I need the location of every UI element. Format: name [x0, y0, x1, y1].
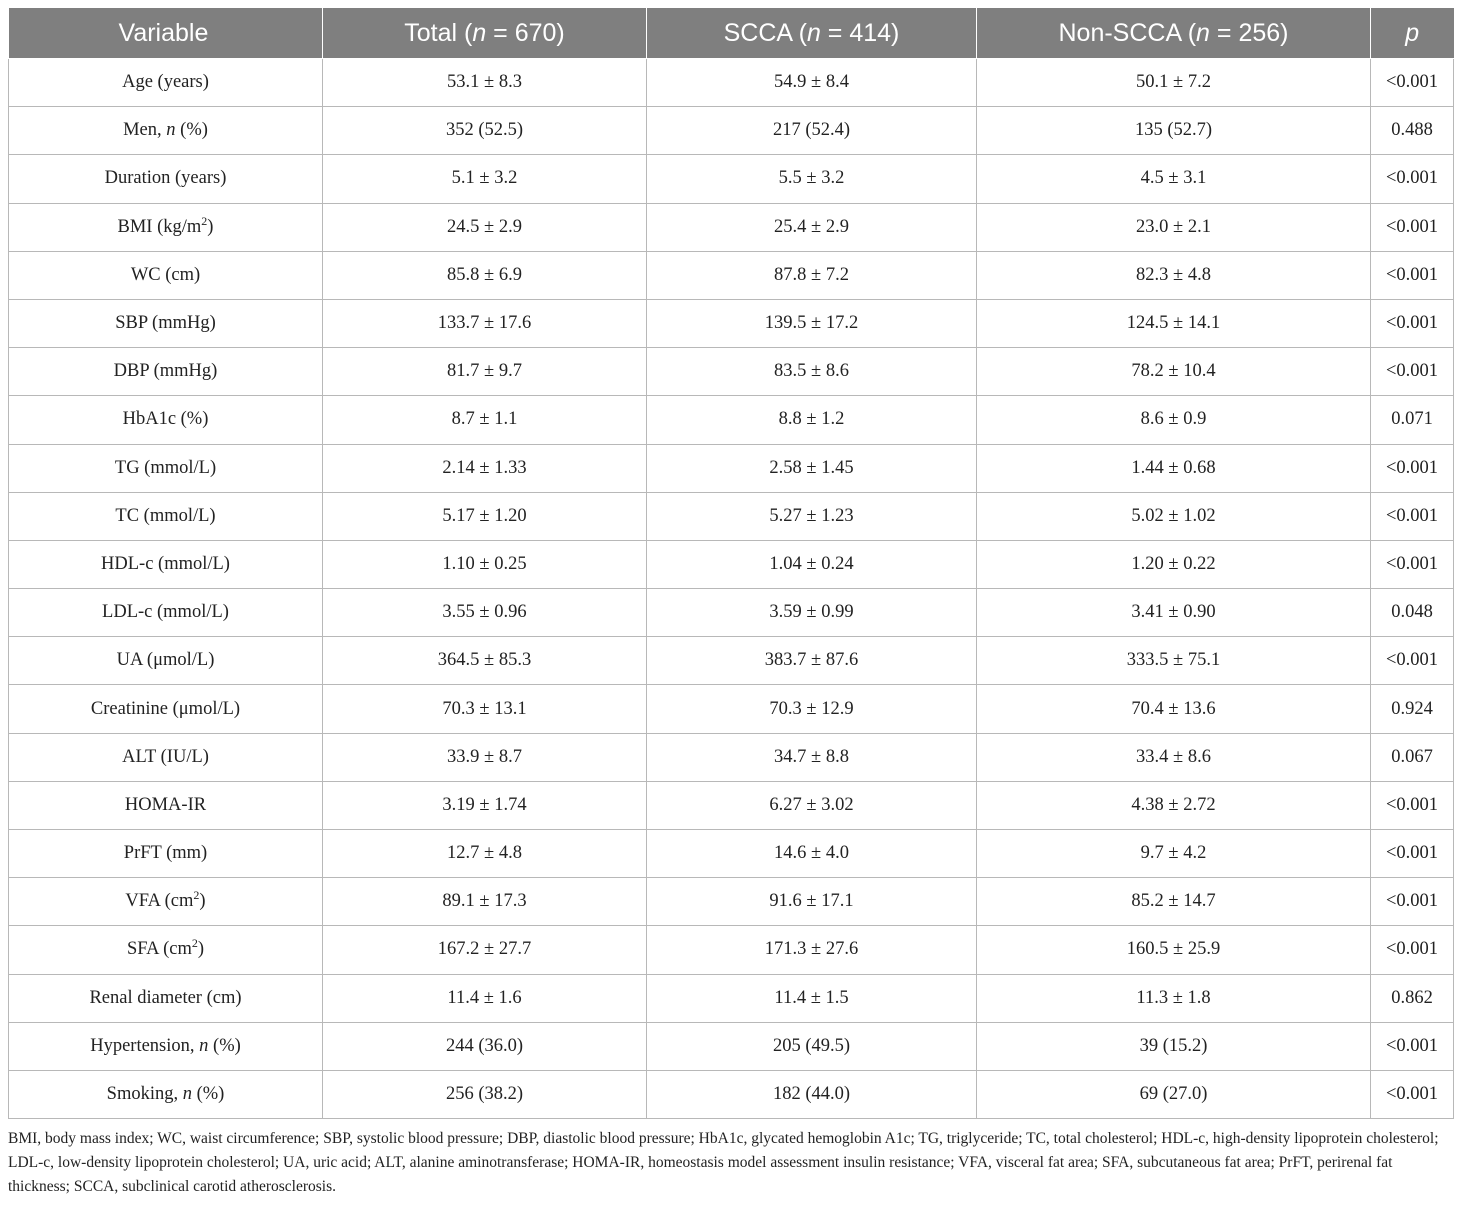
p-value-cell: <0.001 — [1371, 878, 1454, 926]
row-label-pre: Duration (years) — [104, 168, 227, 189]
table-row — [9, 1022, 1454, 1070]
p-value-cell: <0.001 — [1371, 251, 1454, 299]
row-label-pre: SBP (mmHg) — [115, 313, 216, 334]
table-row — [9, 492, 1454, 540]
table-row — [9, 589, 1454, 637]
row-label-pre: WC (cm) — [130, 264, 201, 285]
total-cell: 85.8 ± 6.9 — [323, 251, 647, 299]
table-row — [9, 348, 1454, 396]
p-value-cell: <0.001 — [1371, 1022, 1454, 1070]
row-label-cell — [9, 396, 323, 444]
row-label-cell — [9, 830, 323, 878]
row-label-end: ) — [207, 216, 214, 237]
non-scca-cell: 82.3 ± 4.8 — [977, 251, 1371, 299]
non-scca-cell: 4.5 ± 3.1 — [977, 155, 1371, 203]
p-value-cell: 0.488 — [1371, 107, 1454, 155]
row-label-pre: VFA (cm — [125, 891, 194, 912]
table-row — [9, 781, 1454, 829]
p-value-cell: 0.071 — [1371, 396, 1454, 444]
table-row — [9, 733, 1454, 781]
total-cell: 3.55 ± 0.96 — [323, 589, 647, 637]
non-scca-cell: 9.7 ± 4.2 — [977, 830, 1371, 878]
p-value-cell: <0.001 — [1371, 203, 1454, 251]
non-scca-cell: 50.1 ± 7.2 — [977, 59, 1371, 107]
scca-cell: 3.59 ± 0.99 — [647, 589, 977, 637]
row-label-cell — [9, 781, 323, 829]
table-row — [9, 685, 1454, 733]
data-table — [8, 8, 1454, 1119]
p-value-cell: <0.001 — [1371, 781, 1454, 829]
table-row — [9, 107, 1454, 155]
p-value-cell: 0.048 — [1371, 589, 1454, 637]
header-p-value: p — [1371, 8, 1454, 59]
row-label-pre: TG (mmol/L) — [114, 457, 217, 478]
table-row — [9, 540, 1454, 588]
total-cell: 5.17 ± 1.20 — [323, 492, 647, 540]
row-label-post: (%) — [175, 120, 208, 141]
row-label-cell — [9, 926, 323, 974]
total-cell: 24.5 ± 2.9 — [323, 203, 647, 251]
scca-cell: 5.27 ± 1.23 — [647, 492, 977, 540]
scca-cell: 83.5 ± 8.6 — [647, 348, 977, 396]
scca-cell: 383.7 ± 87.6 — [647, 637, 977, 685]
row-label-pre: Hypertension, — [90, 1035, 200, 1056]
scca-cell: 5.5 ± 3.2 — [647, 155, 977, 203]
non-scca-cell: 5.02 ± 1.02 — [977, 492, 1371, 540]
row-label-cell — [9, 155, 323, 203]
total-cell: 12.7 ± 4.8 — [323, 830, 647, 878]
table-row — [9, 444, 1454, 492]
total-cell: 352 (52.5) — [323, 107, 647, 155]
total-cell: 81.7 ± 9.7 — [323, 348, 647, 396]
row-label-cell — [9, 1022, 323, 1070]
row-label-cell — [9, 878, 323, 926]
total-cell: 2.14 ± 1.33 — [323, 444, 647, 492]
scca-cell: 14.6 ± 4.0 — [647, 830, 977, 878]
row-label-ital: n — [166, 120, 176, 141]
non-scca-cell: 39 (15.2) — [977, 1022, 1371, 1070]
table-row — [9, 299, 1454, 347]
scca-cell: 25.4 ± 2.9 — [647, 203, 977, 251]
table-body — [9, 59, 1454, 1119]
row-label-cell — [9, 107, 323, 155]
row-label-post: (%) — [191, 1084, 225, 1105]
header-non-scca: Non-SCCA (n = 256) — [977, 8, 1371, 59]
non-scca-cell: 333.5 ± 75.1 — [977, 637, 1371, 685]
scca-cell: 11.4 ± 1.5 — [647, 974, 977, 1022]
p-value-cell: <0.001 — [1371, 926, 1454, 974]
row-label-pre: DBP (mmHg) — [113, 361, 218, 382]
row-label-cell — [9, 299, 323, 347]
total-cell: 244 (36.0) — [323, 1022, 647, 1070]
p-value-cell: <0.001 — [1371, 299, 1454, 347]
row-label-pre: BMI (kg/m — [117, 216, 202, 237]
scca-cell: 182 (44.0) — [647, 1070, 977, 1118]
total-cell: 167.2 ± 27.7 — [323, 926, 647, 974]
scca-cell: 34.7 ± 8.8 — [647, 733, 977, 781]
row-label-cell — [9, 492, 323, 540]
non-scca-cell: 124.5 ± 14.1 — [977, 299, 1371, 347]
p-value-cell: <0.001 — [1371, 540, 1454, 588]
total-cell: 11.4 ± 1.6 — [323, 974, 647, 1022]
p-value-cell: 0.067 — [1371, 733, 1454, 781]
row-label-pre: ALT (IU/L) — [122, 746, 209, 767]
total-cell: 1.10 ± 0.25 — [323, 540, 647, 588]
row-label-ital: n — [182, 1084, 192, 1105]
row-label-pre: UA (μmol/L) — [116, 650, 215, 671]
scca-cell: 8.8 ± 1.2 — [647, 396, 977, 444]
non-scca-cell: 4.38 ± 2.72 — [977, 781, 1371, 829]
table-row — [9, 1070, 1454, 1118]
table-row — [9, 251, 1454, 299]
row-label-sup: 2 — [201, 213, 208, 228]
row-label-pre: HbA1c (%) — [122, 409, 209, 430]
row-label-end: ) — [199, 891, 206, 912]
p-value-cell: <0.001 — [1371, 1070, 1454, 1118]
non-scca-cell: 1.44 ± 0.68 — [977, 444, 1371, 492]
total-cell: 8.7 ± 1.1 — [323, 396, 647, 444]
non-scca-cell: 78.2 ± 10.4 — [977, 348, 1371, 396]
total-cell: 256 (38.2) — [323, 1070, 647, 1118]
header-variable: Variable — [9, 8, 323, 59]
row-label-post: (%) — [208, 1035, 241, 1056]
row-label-pre: LDL-c (mmol/L) — [102, 602, 229, 623]
row-label-pre: Men, — [123, 120, 167, 141]
table-row — [9, 59, 1454, 107]
scca-cell: 91.6 ± 17.1 — [647, 878, 977, 926]
row-label-cell — [9, 540, 323, 588]
row-label-cell — [9, 444, 323, 492]
row-label-cell — [9, 203, 323, 251]
p-value-cell: <0.001 — [1371, 492, 1454, 540]
p-value-cell: <0.001 — [1371, 830, 1454, 878]
table-row — [9, 203, 1454, 251]
non-scca-cell: 8.6 ± 0.9 — [977, 396, 1371, 444]
table-row — [9, 878, 1454, 926]
p-value-cell: <0.001 — [1371, 155, 1454, 203]
total-cell: 53.1 ± 8.3 — [323, 59, 647, 107]
row-label-sup: 2 — [191, 936, 198, 951]
scca-cell: 205 (49.5) — [647, 1022, 977, 1070]
non-scca-cell: 70.4 ± 13.6 — [977, 685, 1371, 733]
scca-cell: 70.3 ± 12.9 — [647, 685, 977, 733]
row-label-cell — [9, 974, 323, 1022]
scca-cell: 2.58 ± 1.45 — [647, 444, 977, 492]
non-scca-cell: 69 (27.0) — [977, 1070, 1371, 1118]
non-scca-cell: 11.3 ± 1.8 — [977, 974, 1371, 1022]
scca-cell: 139.5 ± 17.2 — [647, 299, 977, 347]
non-scca-cell: 1.20 ± 0.22 — [977, 540, 1371, 588]
header-scca: SCCA (n = 414) — [647, 8, 977, 59]
p-value-cell: <0.001 — [1371, 59, 1454, 107]
table-footnote: BMI, body mass index; WC, waist circumference; SBP, systolic blood pressure; DBP, diastolic blood pressure; HbA1c, glycated hemoglobin A1c; TG, triglyceride; TC, total cholesterol; HDL-c, high-density lipoprotein cholesterol; LDL-c, low-density lipoprotein cholesterol; UA, uric acid; ALT, alanine aminotransferase; HOMA-IR, homeostasis model assessment insulin resistance; VFA, visceral fat area; SFA, subcutaneous fat area; PrFT, perirenal fat thickness; SCCA, subclinical carotid atherosclerosis. — [8, 1130, 1439, 1196]
document-page — [8, 8, 1453, 1199]
non-scca-cell: 23.0 ± 2.1 — [977, 203, 1371, 251]
table-row — [9, 155, 1454, 203]
p-value-cell: 0.862 — [1371, 974, 1454, 1022]
row-label-pre: Age (years) — [122, 72, 209, 93]
row-label-sup: 2 — [193, 888, 200, 903]
table-row — [9, 637, 1454, 685]
scca-cell: 6.27 ± 3.02 — [647, 781, 977, 829]
row-label-pre: PrFT (mm) — [123, 843, 208, 864]
p-value-cell: 0.924 — [1371, 685, 1454, 733]
scca-cell: 87.8 ± 7.2 — [647, 251, 977, 299]
scca-cell: 217 (52.4) — [647, 107, 977, 155]
table-row — [9, 974, 1454, 1022]
row-label-pre: HOMA-IR — [124, 794, 207, 815]
row-label-end: ) — [197, 939, 205, 960]
row-label-pre: HDL-c (mmol/L) — [101, 553, 230, 574]
row-label-cell — [9, 1070, 323, 1118]
total-cell: 133.7 ± 17.6 — [323, 299, 647, 347]
p-value-cell: <0.001 — [1371, 637, 1454, 685]
non-scca-cell: 85.2 ± 14.7 — [977, 878, 1371, 926]
total-cell: 3.19 ± 1.74 — [323, 781, 647, 829]
p-value-cell: <0.001 — [1371, 348, 1454, 396]
table-row — [9, 396, 1454, 444]
header-total: Total (n = 670) — [323, 8, 647, 59]
row-label-ital: n — [199, 1035, 209, 1056]
non-scca-cell: 135 (52.7) — [977, 107, 1371, 155]
non-scca-cell: 33.4 ± 8.6 — [977, 733, 1371, 781]
total-cell: 5.1 ± 3.2 — [323, 155, 647, 203]
total-cell: 89.1 ± 17.3 — [323, 878, 647, 926]
row-label-pre: Smoking, — [106, 1084, 183, 1105]
p-value-cell: <0.001 — [1371, 444, 1454, 492]
row-label-pre: SFA (cm — [126, 939, 192, 960]
scca-cell: 54.9 ± 8.4 — [647, 59, 977, 107]
non-scca-cell: 3.41 ± 0.90 — [977, 589, 1371, 637]
table-row — [9, 830, 1454, 878]
scca-cell: 1.04 ± 0.24 — [647, 540, 977, 588]
row-label-cell — [9, 685, 323, 733]
row-label-pre: Renal diameter (cm) — [89, 987, 242, 1008]
scca-cell: 171.3 ± 27.6 — [647, 926, 977, 974]
row-label-cell — [9, 637, 323, 685]
total-cell: 364.5 ± 85.3 — [323, 637, 647, 685]
row-label-cell — [9, 59, 323, 107]
row-label-cell — [9, 251, 323, 299]
row-label-cell — [9, 733, 323, 781]
non-scca-cell: 160.5 ± 25.9 — [977, 926, 1371, 974]
table-header-row — [9, 8, 1454, 59]
row-label-cell — [9, 589, 323, 637]
table-row — [9, 926, 1454, 974]
total-cell: 33.9 ± 8.7 — [323, 733, 647, 781]
row-label-pre: TC (mmol/L) — [115, 505, 216, 526]
row-label-pre: Creatinine (μmol/L) — [90, 698, 241, 719]
total-cell: 70.3 ± 13.1 — [323, 685, 647, 733]
row-label-cell — [9, 348, 323, 396]
